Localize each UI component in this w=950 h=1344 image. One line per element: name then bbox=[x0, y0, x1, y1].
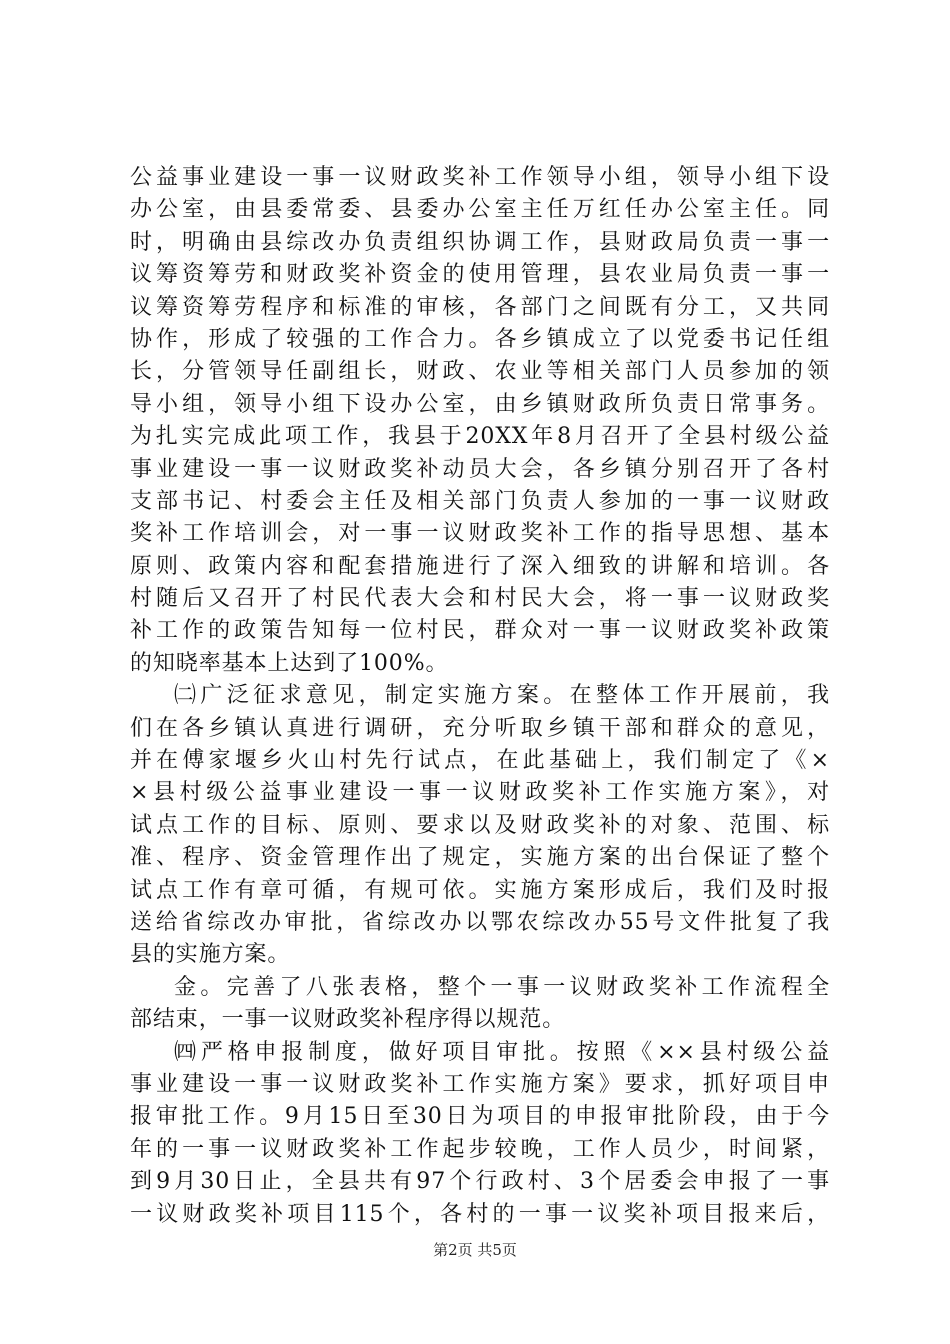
text-line: 们在各乡镇认真进行调研，充分听取乡镇干部和群众的意见， bbox=[130, 715, 830, 741]
text-line: 为扎实完成此项工作，我县于20XX年8月召开了全县村级公益 bbox=[130, 424, 830, 450]
text-line: 到9月30日止，全县共有97个行政村、3个居委会申报了一事 bbox=[130, 1169, 830, 1195]
text-line: 支部书记、村委会主任及相关部门负责人参加的一事一议财政 bbox=[130, 488, 830, 514]
text-line-paragraph-end: 部结束，一事一议财政奖补程序得以规范。 bbox=[130, 1007, 566, 1033]
text-line: 奖补工作培训会，对一事一议财政奖补工作的指导思想、基本 bbox=[130, 521, 830, 547]
text-line-paragraph-start: ㈡广泛征求意见，制定实施方案。在整体工作开展前，我 bbox=[174, 683, 830, 709]
text-line-paragraph-end: 县的实施方案。 bbox=[130, 942, 291, 968]
text-line: 年的一事一议财政奖补工作起步较晚，工作人员少，时间紧， bbox=[130, 1136, 830, 1162]
text-line: 议筹资筹劳和财政奖补资金的使用管理，县农业局负责一事一 bbox=[130, 262, 830, 288]
text-line: 时，明确由县综改办负责组织协调工作，县财政局负责一事一 bbox=[130, 229, 830, 255]
text-line-paragraph-start: 金。完善了八张表格，整个一事一议财政奖补工作流程全 bbox=[174, 974, 830, 1000]
document-body bbox=[130, 162, 830, 1231]
text-line: 村随后又召开了村民代表大会和村民大会，将一事一议财政奖 bbox=[130, 586, 830, 612]
text-line: 报审批工作。9月15日至30日为项目的申报审批阶段，由于今 bbox=[130, 1104, 830, 1130]
text-line: 公益事业建设一事一议财政奖补工作领导小组，领导小组下设 bbox=[130, 165, 830, 190]
page-number-footer: 第2页 共5页 bbox=[433, 1241, 517, 1259]
text-line: 补工作的政策告知每一位村民，群众对一事一议财政奖补政策 bbox=[130, 618, 830, 644]
text-line-paragraph-start: ㈣严格申报制度，做好项目审批。按照《××县村级公益 bbox=[174, 1039, 830, 1065]
text-line: 并在傅家堰乡火山村先行试点，在此基础上，我们制定了《× bbox=[130, 748, 830, 774]
text-line: 事业建设一事一议财政奖补工作实施方案》要求，抓好项目申 bbox=[130, 1071, 830, 1097]
text-line: 准、程序、资金管理作出了规定，实施方案的出台保证了整个 bbox=[130, 845, 830, 871]
text-line: 送给省综改办审批，省综改办以鄂农综改办55号文件批复了我 bbox=[130, 909, 830, 935]
text-line: 导小组，领导小组下设办公室，由乡镇财政所负责日常事务。 bbox=[130, 391, 830, 417]
text-line: 办公室，由县委常委、县委办公室主任万红任办公室主任。同 bbox=[130, 197, 830, 223]
text-line: 原则、政策内容和配套措施进行了深入细致的讲解和培训。各 bbox=[130, 553, 830, 579]
text-line: ×县村级公益事业建设一事一议财政奖补工作实施方案》，对 bbox=[130, 780, 830, 806]
text-line-paragraph-end: 的知晓率基本上达到了100%。 bbox=[130, 650, 449, 676]
text-line: 议筹资筹劳程序和标准的审核，各部门之间既有分工，又共同 bbox=[130, 294, 830, 320]
text-line: 试点工作有章可循，有规可依。实施方案形成后，我们及时报 bbox=[130, 877, 830, 903]
text-line: 长，分管领导任副组长，财政、农业等相关部门人员参加的领 bbox=[130, 359, 830, 385]
text-line: 一议财政奖补项目115个，各村的一事一议奖补项目报来后， bbox=[130, 1201, 830, 1227]
text-line: 试点工作的目标、原则、要求以及财政奖补的对象、范围、标 bbox=[130, 812, 830, 838]
text-line: 协作，形成了较强的工作合力。各乡镇成立了以党委书记任组 bbox=[130, 326, 830, 352]
text-line: 事业建设一事一议财政奖补动员大会，各乡镇分别召开了各村 bbox=[130, 456, 830, 482]
